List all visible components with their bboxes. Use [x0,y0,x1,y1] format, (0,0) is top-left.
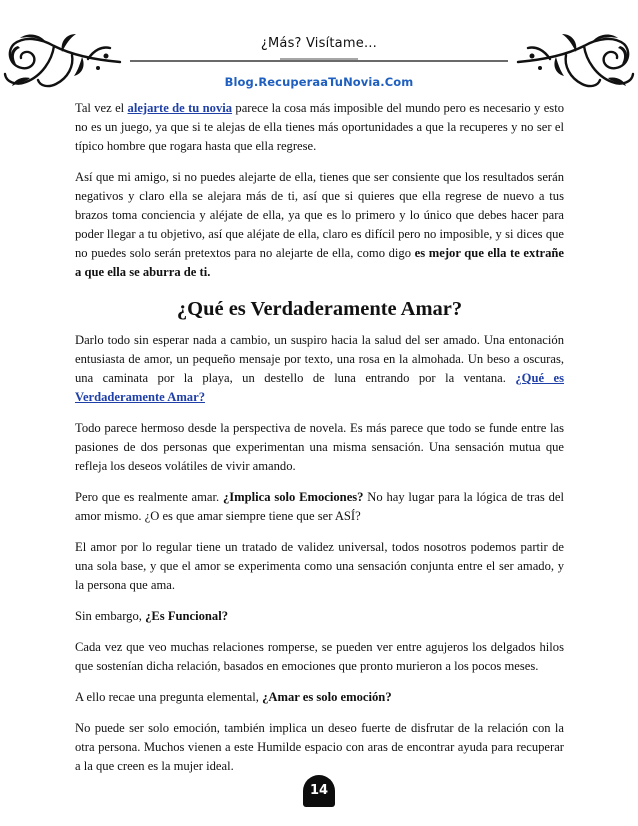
text-run: Tal vez el [75,101,128,115]
flourish-ornament-left-icon [2,26,122,92]
bold-question: ¿Implica solo Emociones? [222,490,364,504]
page-header [0,0,638,95]
bold-question: ¿Amar es solo emoción? [262,690,392,704]
text-run: No hay lugar para la lógica de tras del amor mismo. ¿O es que amar siempre tiene que ser ASÍ? [75,490,564,523]
blog-url-link[interactable]: Blog.RecuperaaTuNovia.Com [224,75,414,89]
paragraph [75,607,564,626]
flourish-ornament-right-icon [516,26,636,92]
text-run: Darlo todo sin esperar nada a cambio, un suspiro hacia la salud del ser amado. Una entonación entusiasta de amor, un pequeño mensaje por texto, una rosa en la almohada. Un beso a oscuras, una caminata por la playa, un destello de luna entrando por la ventana. [75,333,564,385]
text-run: Sin embargo, [75,609,146,623]
text-run: Pero que es realmente amar. [75,490,223,504]
bold-question: ¿Es Funcional? [145,609,229,623]
paragraph: Todo parece hermoso desde la perspectiva de novela. Es más parece que todo se funde entre las pasiones de dos personas que experimentan una misma sensación. Una sensación mutua que refleja los deseos volátiles de vivir amando. [75,421,564,473]
alejarte-de-tu-novia-link[interactable]: alejarte de tu novia [127,101,233,115]
que-es-verdaderamente-amar-link[interactable]: ¿Qué es Verdaderamente Amar? [75,371,565,404]
text-run: Así que mi amigo, si no puedes alejarte de ella, tienes que ser consiente que los resultados serán negativos y claro ella se alejara más de ti, así que si quieres que ella regrese de nuevo a tus brazos toma conciencia y aléjate de ella, ya que es lo primero y lo único que debes hacer para poder llegar a tu objetivo, así que aléjate de ella, claro es difícil pero no imposible, y si dices que no puedes solo serán pretextos para no alejarte de ella, como digo [75,170,564,260]
paragraph [75,488,564,526]
document-body [75,99,564,776]
page-number-badge: 14 [303,775,335,807]
section-heading: ¿Qué es Verdaderamente Amar? [176,298,463,320]
paragraph: El amor por lo regular tiene un tratado de validez universal, todos nosotros podemos partir de una sola base, y que el amor se experimenta como una sensación conjunta entre el ser amado, y la persona que ama. [75,540,564,592]
bold-statement: es mejor que ella te extrañe a que ella se aburra de ti. [75,246,564,279]
paragraph [75,331,564,407]
header-title: ¿Más? Visítame… [260,36,378,51]
paragraph [75,688,564,707]
paragraph [75,99,564,156]
paragraph [75,168,564,282]
text-run: A ello recae una pregunta elemental, [75,690,263,704]
text-run: parece la cosa más imposible del mundo pero es necesario y esto no es un juego, ya que si te alejas de ella tienes más oportunidades a que la recuperes y no ser el típico hombre que rogara hasta que ella regrese. [75,101,564,153]
header-divider [130,58,508,64]
paragraph: No puede ser solo emoción, también implica un deseo fuerte de disfrutar de la relación con la otra persona. Muchos vienen a este Humilde espacio con aras de encontrar ayuda para recuperar a la que creen es la mujer ideal. [75,721,564,773]
paragraph: Cada vez que veo muchas relaciones romperse, se pueden ver entre agujeros los delgados hilos que sostenían dicha relación, basados en emociones que pronto murieron a los pocos meses. [75,640,564,673]
